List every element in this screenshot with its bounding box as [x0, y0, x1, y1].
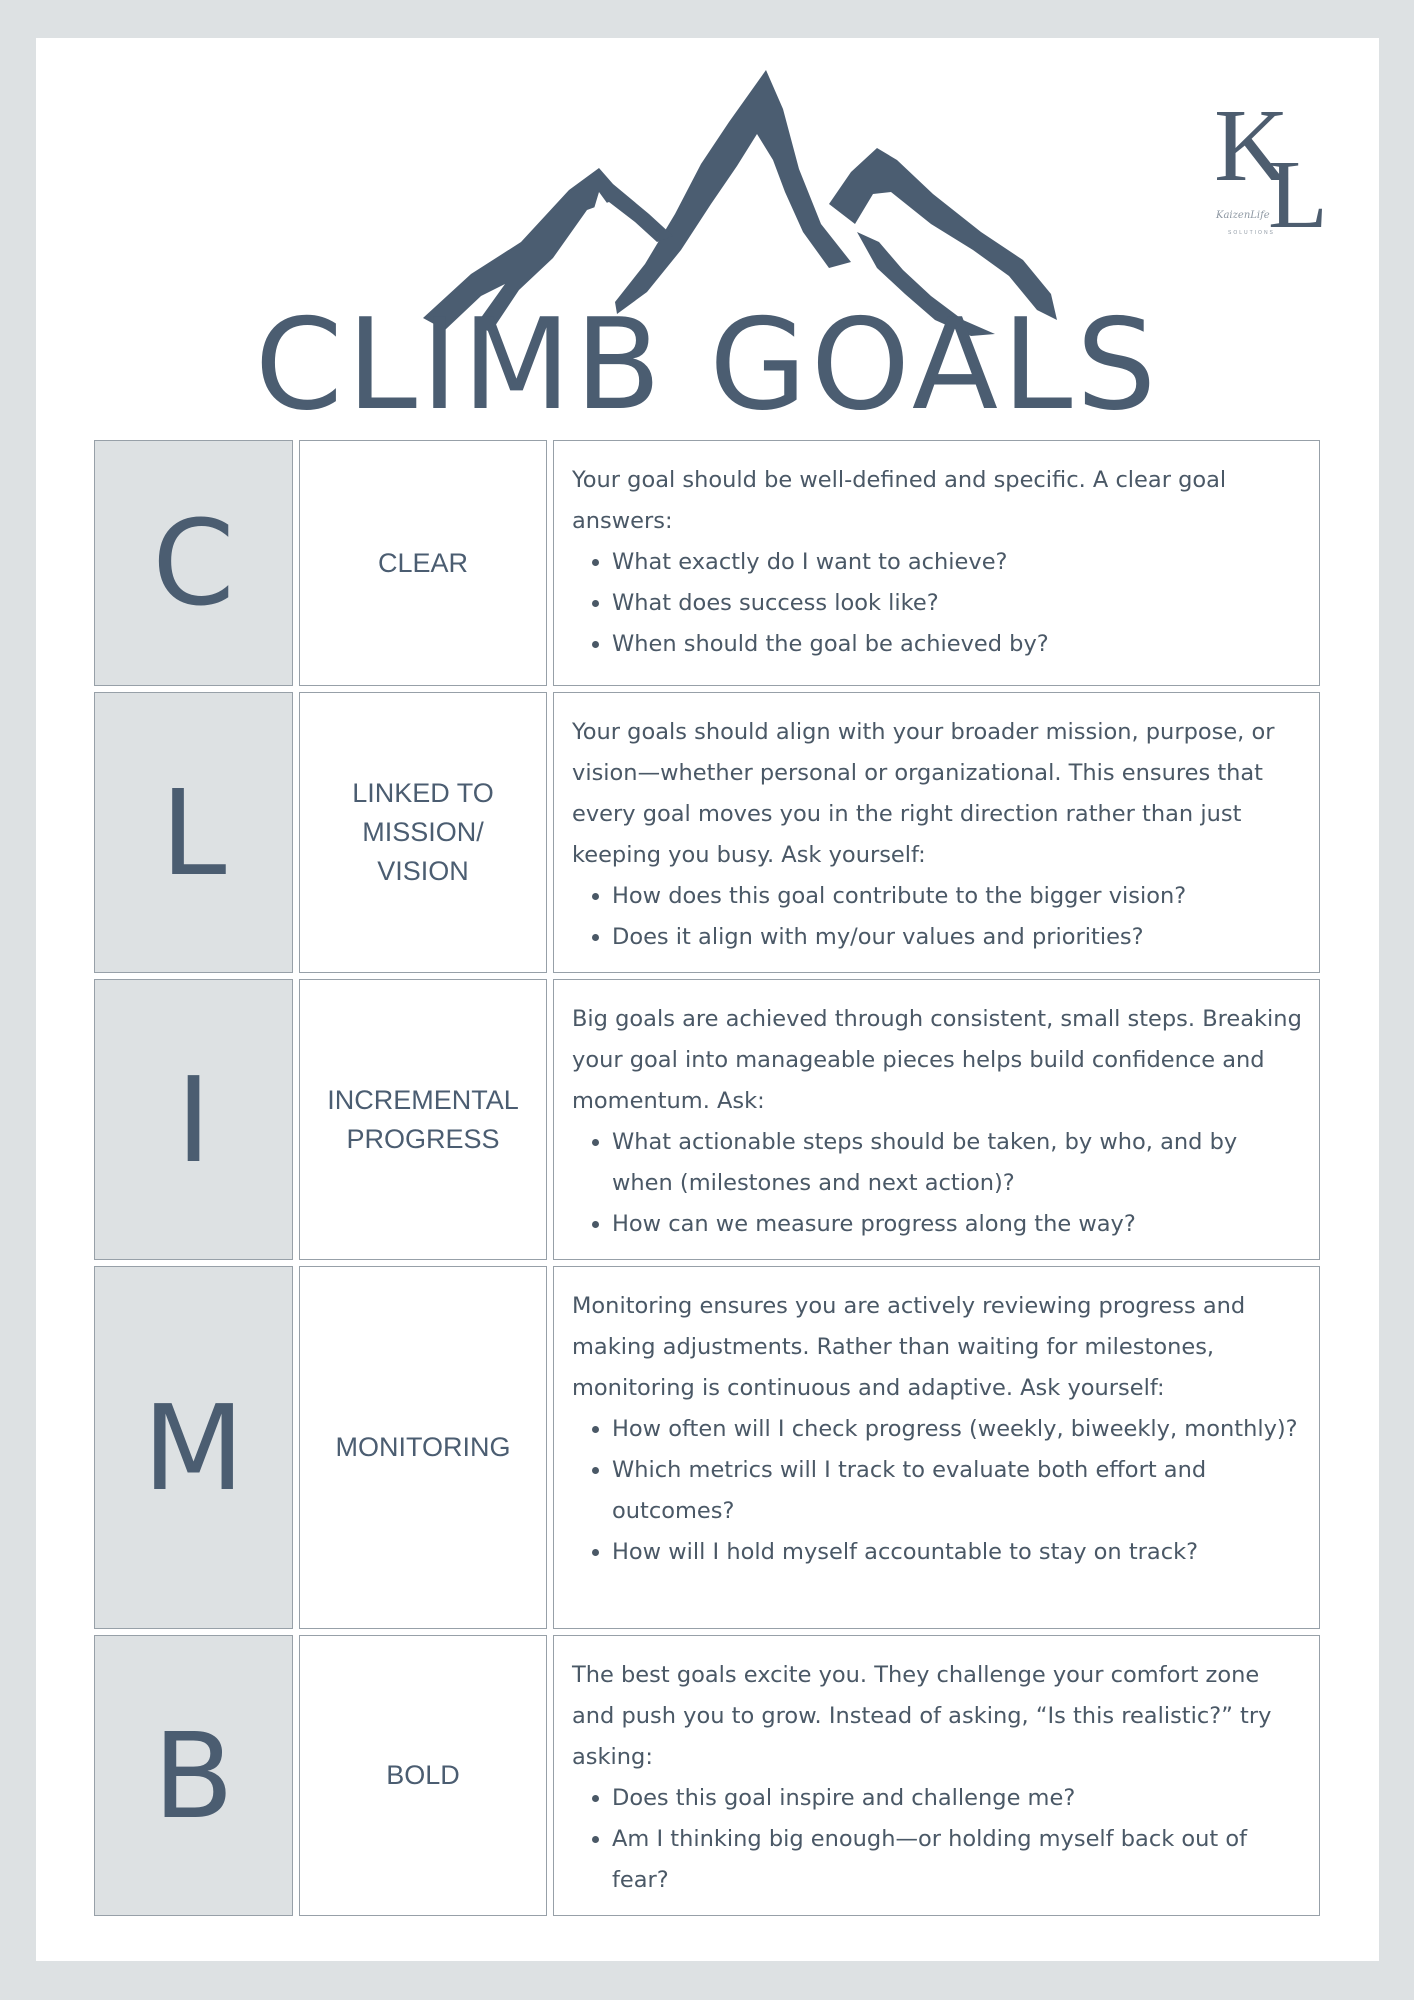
list-item: • How can we measure progress along the way?: [612, 1204, 1303, 1245]
row-description: [553, 1635, 1320, 1916]
row-description: [553, 440, 1320, 686]
row-intro: Monitoring ensures you are actively reviewing progress and making adjustments. Rather than waiting for milestones, monitoring is continuous and adaptive. Ask yourself:: [572, 1293, 1246, 1401]
row-description: [553, 692, 1320, 973]
row-intro: Your goal should be well-defined and specific. A clear goal answers:: [572, 467, 1227, 534]
row-name: MONITORING: [299, 1266, 547, 1629]
row-letter: M: [94, 1266, 293, 1629]
list-item: • Does it align with my/our values and priorities?: [612, 917, 1303, 958]
list-item: • How often will I check progress (weekly, biweekly, monthly)?: [612, 1409, 1303, 1450]
list-item: • What exactly do I want to achieve?: [612, 542, 1303, 583]
logo-subtitle: SOLUTIONS: [1228, 230, 1275, 236]
row-bullets: [572, 1778, 1303, 1901]
row-description: [553, 979, 1320, 1260]
row-name: LINKED TO MISSION/ VISION: [299, 692, 547, 973]
row-letter: L: [94, 692, 293, 973]
list-item: • How does this goal contribute to the bigger vision?: [612, 876, 1303, 917]
list-item: • When should the goal be achieved by?: [612, 624, 1303, 665]
table-row-m: [94, 1266, 1320, 1629]
row-letter: I: [94, 979, 293, 1260]
row-bullets: [572, 542, 1303, 665]
table-row-b: [94, 1635, 1320, 1916]
list-item: • Am I thinking big enough—or holding myself back out of fear?: [612, 1819, 1303, 1901]
row-name: CLEAR: [299, 440, 547, 686]
climb-table: [94, 440, 1320, 1922]
row-bullets: [572, 876, 1303, 958]
row-intro: The best goals excite you. They challenge your comfort zone and push you to grow. Instead of asking, “Is this realistic?” try asking:: [572, 1662, 1272, 1770]
row-letter: C: [94, 440, 293, 686]
table-row-c: [94, 440, 1320, 686]
row-bullets: [572, 1122, 1303, 1245]
page-title: CLIMB GOALS: [254, 291, 1161, 438]
list-item: • Which metrics will I track to evaluate both effort and outcomes?: [612, 1450, 1303, 1532]
page-sheet: [36, 38, 1379, 1961]
list-item: • What actionable steps should be taken, by who, and by when (milestones and next action)?: [612, 1122, 1303, 1204]
row-bullets: [572, 1409, 1303, 1573]
list-item: • What does success look like?: [612, 583, 1303, 624]
logo-monogram-l: L: [1268, 141, 1328, 249]
row-name: INCREMENTAL PROGRESS: [299, 979, 547, 1260]
list-item: • How will I hold myself accountable to stay on track?: [612, 1532, 1303, 1573]
logo-script-name: KaizenLife: [1216, 210, 1270, 221]
row-description: [553, 1266, 1320, 1629]
row-name: BOLD: [299, 1635, 547, 1916]
table-row-l: [94, 692, 1320, 973]
logo-monogram-k: K: [1214, 88, 1284, 203]
table-row-i: [94, 979, 1320, 1260]
row-intro: Your goals should align with your broader mission, purpose, or vision—whether personal or organizational. This ensures that every goal moves you in the right direction rather than just keeping you busy. Ask yourself:: [572, 719, 1275, 868]
brand-logo: [1186, 88, 1346, 258]
row-intro: Big goals are achieved through consistent, small steps. Breaking your goal into manageable pieces helps build confidence and momentum. Ask:: [572, 1006, 1302, 1114]
row-letter: B: [94, 1635, 293, 1916]
list-item: • Does this goal inspire and challenge me?: [612, 1778, 1303, 1819]
